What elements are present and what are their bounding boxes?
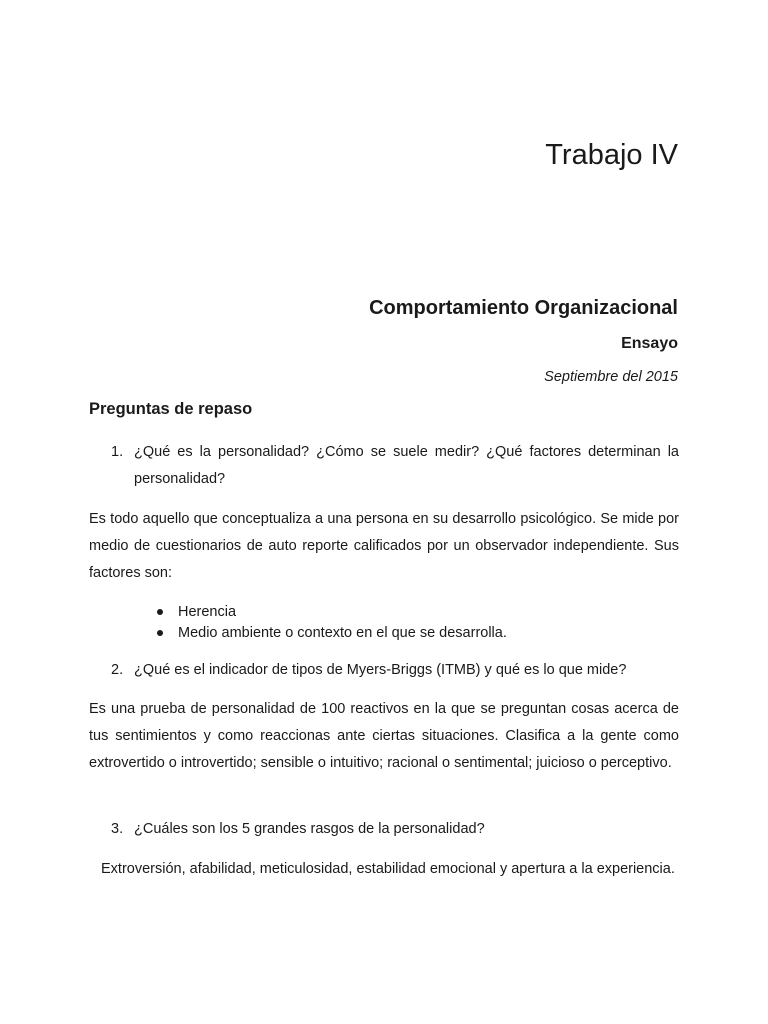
document-subtitle: Comportamiento Organizacional [369,297,678,319]
question-text: ¿Qué es el indicador de tipos de Myers-Briggs (ITMB) y qué es lo que mide? [134,662,627,678]
answer-1: Es todo aquello que conceptualiza a una persona en su desarrollo psicológico. Se mide por medio de cuestionarios de auto reporte calificados por un observador independiente. Sus factores son: [89,511,679,581]
list-item [89,602,679,623]
question-number: 1. [111,444,124,460]
section-heading: Preguntas de repaso [89,400,253,418]
question-text: ¿Cuáles son los 5 grandes rasgos de la personalidad? [134,821,485,837]
question-2 [89,657,679,684]
bullet-text: Medio ambiente o contexto en el que se desarrolla. [178,625,507,641]
question-text: ¿Qué es la personalidad? ¿Cómo se suele medir? ¿Qué factores determinan la personalidad? [134,444,679,487]
bullet-list [89,602,679,644]
bullet-icon [157,630,163,636]
answer-3: Extroversión, afabilidad, meticulosidad, estabilidad emocional y apertura a la experiencia. [101,861,675,877]
answer-2: Es una prueba de personalidad de 100 reactivos en la que se preguntan cosas acerca de tus sentimientos y como reaccionas ante ciertas situaciones. Clasifica a la gente como extrovertido o introvertido; sensible o intuitivo; racional o sentimental; juicioso o perceptivo. [89,701,679,771]
document-type: Ensayo [621,335,678,352]
document-title: Trabajo IV [545,139,678,171]
bullet-text: Herencia [178,604,237,620]
question-number: 2. [111,662,124,678]
question-3 [89,816,679,843]
question-number: 3. [111,821,124,837]
document-date: Septiembre del 2015 [544,369,678,385]
question-1 [89,439,679,493]
bullet-icon [157,609,163,615]
list-item [89,623,679,644]
